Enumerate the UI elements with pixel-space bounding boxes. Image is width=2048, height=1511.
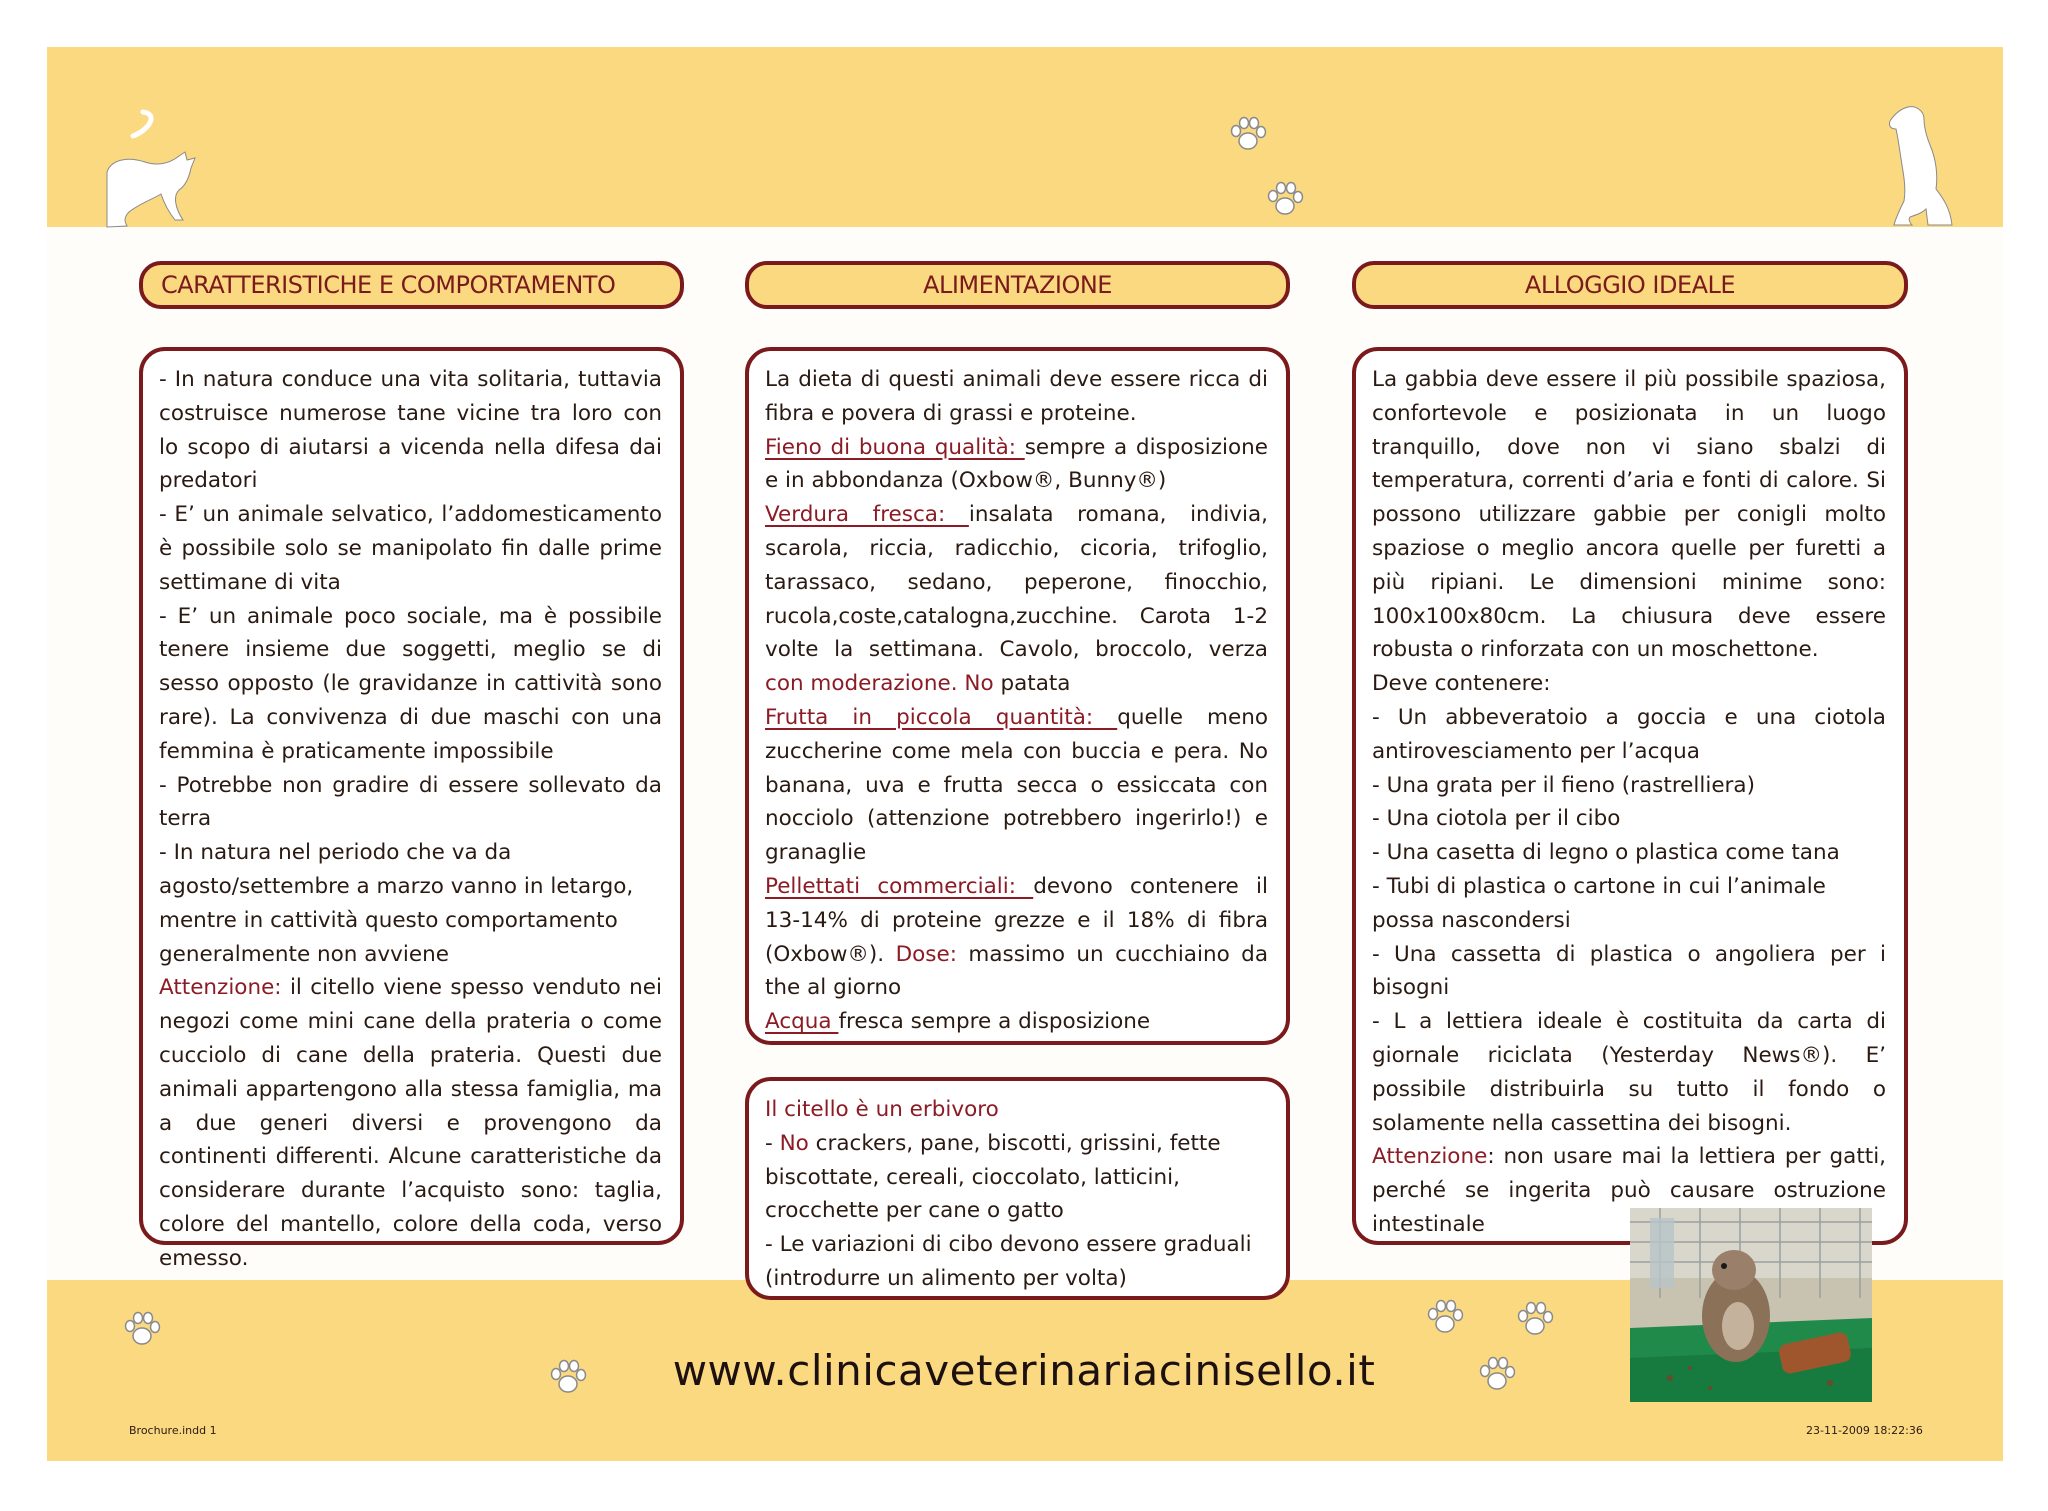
paw-print-icon	[122, 1310, 162, 1348]
print-timestamp: 23-11-2009 18:22:36	[1806, 1424, 1923, 1437]
list-item: - Un abbeveratoio a goccia e una ciotola antirovesciamento per l’acqua	[1372, 704, 1886, 764]
term-label: Acqua	[765, 1009, 839, 1035]
paragraph: - Le variazioni di cibo devono essere graduali (introdurre un alimento per volta)	[765, 1232, 1252, 1291]
paragraph: La gabbia deve essere il più possibile spaziosa, confortevole e posizionata in un luogo tranquillo, dove non vi siano sbalzi di temperatura, correnti d’aria e fonti di calore. Si possono utilizzare gabbie per conigli molto spaziose o meglio ancora quelle per furetti a più ripiani. Le dimensioni minime sono: 100x100x80cm. La chiusura deve essere robusta o rinforzata con un moschettone.	[1372, 367, 1886, 663]
bullet-prefix: -	[765, 1130, 780, 1156]
warning-label: Attenzione	[1372, 1144, 1488, 1170]
paragraph	[765, 1127, 1268, 1228]
paragraph	[159, 971, 662, 1275]
paragraph: - E’ un animale poco sociale, ma è possibile tenere insieme due soggetti, meglio se di sesso opposto (le gravidanze in cattività sono rare). La convivenza di due maschi con una femmina è praticamente impossibile	[159, 603, 662, 764]
term-highlight: con moderazione. No	[765, 671, 994, 697]
file-info: Brochure.indd 1	[129, 1424, 217, 1437]
header-band	[47, 47, 2003, 227]
term-text: devono contenere il 13-14% di proteine grezze e il 18% di fibra (Oxbow®).	[765, 873, 1268, 967]
alloggio-box	[1352, 347, 1908, 1245]
section-header-caratteristiche	[139, 261, 684, 309]
paragraph	[765, 870, 1268, 1005]
list-item: - Una ciotola per il cibo	[1372, 806, 1621, 832]
list-item: - Tubi di plastica o cartone in cui l’animale possa nascondersi	[1372, 873, 1826, 933]
term-highlight: No	[779, 1130, 809, 1156]
warning-text: : non usare mai la lettiera per gatti, perché se ingerita può causare ostruzione intestinale	[1372, 1144, 1886, 1237]
warning-text: il citello viene spesso venduto nei negozi come mini cane della prateria o come cucciolo di cane della prateria. Questi due animali appartengono alla stessa famiglia, ma a due generi diversi e provengono da continenti differenti. Alcune caratteristiche da considerare durante l’acquisto sono: taglia, colore del mantello, colore della coda, verso emesso.	[159, 975, 662, 1271]
paragraph: agosto/settembre a marzo vanno in letargo,	[159, 873, 634, 899]
term-text: quelle meno zuccherine come mela con buccia e pera. No banana, uva e frutta secca o essiccata con nocciolo (attenzione potrebbero ingerirlo!) e granaglie	[765, 704, 1268, 866]
term-label: Pellettati commerciali:	[765, 873, 1034, 899]
section-header-alimentazione	[745, 261, 1290, 309]
term-text: fresca sempre a disposizione	[838, 1009, 1151, 1035]
list-item: - L a lettiera ideale è costituita da carta di giornale riciclata (Yesterday News®). E’ possibile distribuirla su tutto il fondo o solamente nella cassettina dei bisogni.	[1372, 1009, 1886, 1136]
paw-print-icon	[1265, 180, 1305, 218]
paragraph: mentre in cattività questo comportamento	[159, 907, 618, 933]
paw-print-icon	[1515, 1300, 1555, 1338]
term-text: sempre a disposizione e in abbondanza (Oxbow®, Bunny®)	[765, 434, 1268, 494]
box-title: Il citello è un erbivoro	[765, 1097, 999, 1122]
paragraph	[765, 1005, 1268, 1039]
paw-print-icon	[1228, 115, 1268, 153]
paragraph: - E’ un animale selvatico, l’addomesticamento è possibile solo se manipolato fin dalle prime settimane di vita	[159, 502, 662, 595]
term-label: Verdura fresca:	[765, 502, 969, 528]
list-item: - Una grata per il fieno (rastrelliera)	[1372, 772, 1755, 798]
term-text: massimo un cucchiaino da the al giorno	[765, 941, 1268, 1001]
dog-silhouette-icon	[1886, 105, 1958, 227]
paragraph: La dieta di questi animali deve essere ricca di fibra e povera di grassi e proteine.	[765, 367, 1268, 426]
paragraph: generalmente non avviene	[159, 941, 449, 967]
term-text: insalata romana, indivia, scarola, riccia, radicchio, cicoria, trifoglio, tarassaco, sedano, peperone, finocchio, rucola,coste,catalogna,zucchine. Carota 1-2 volte la settimana. Cavolo, broccolo, verza	[765, 502, 1268, 663]
warning-label: Attenzione:	[159, 975, 282, 1001]
website-url: www.clinicaveterinariacinisello.it	[672, 1346, 1376, 1395]
paragraph	[765, 431, 1268, 499]
paragraph: Deve contenere:	[1372, 671, 1551, 697]
paragraph	[765, 701, 1268, 870]
section-header-label: ALLOGGIO IDEALE	[1524, 271, 1736, 299]
term-label: Fieno di buona qualità:	[765, 434, 1025, 460]
section-header-label: ALIMENTAZIONE	[923, 271, 1112, 299]
paw-print-icon	[1425, 1298, 1465, 1336]
paragraph: - In natura nel periodo che va da	[159, 840, 512, 866]
term-highlight: Dose:	[895, 941, 957, 967]
paragraph: - Potrebbe non gradire di essere sollevato da terra	[159, 772, 662, 832]
list-item: - Una cassetta di plastica o angoliera per i bisogni	[1372, 941, 1886, 1001]
erbivoro-box	[745, 1077, 1290, 1300]
section-header-alloggio	[1352, 261, 1908, 309]
term-text: patata	[993, 671, 1071, 697]
caratteristiche-box	[139, 347, 684, 1271]
term-label: Frutta in piccola quantità:	[765, 704, 1118, 730]
paragraph: - In natura conduce una vita solitaria, tuttavia costruisce numerose tane vicine tra loro con lo scopo di aiutarsi a vicenda nella difesa dai predatori	[159, 367, 662, 494]
term-text: crackers, pane, biscotti, grissini, fette biscottate, cereali, cioccolato, latticini, crocchette per cane o gatto	[765, 1130, 1221, 1224]
cat-silhouette-icon	[105, 108, 200, 228]
alimentazione-box	[745, 347, 1290, 1045]
section-header-label: CARATTERISTICHE E COMPORTAMENTO	[161, 271, 616, 299]
list-item: - Una casetta di legno o plastica come tana	[1372, 840, 1840, 866]
paragraph	[765, 498, 1268, 701]
